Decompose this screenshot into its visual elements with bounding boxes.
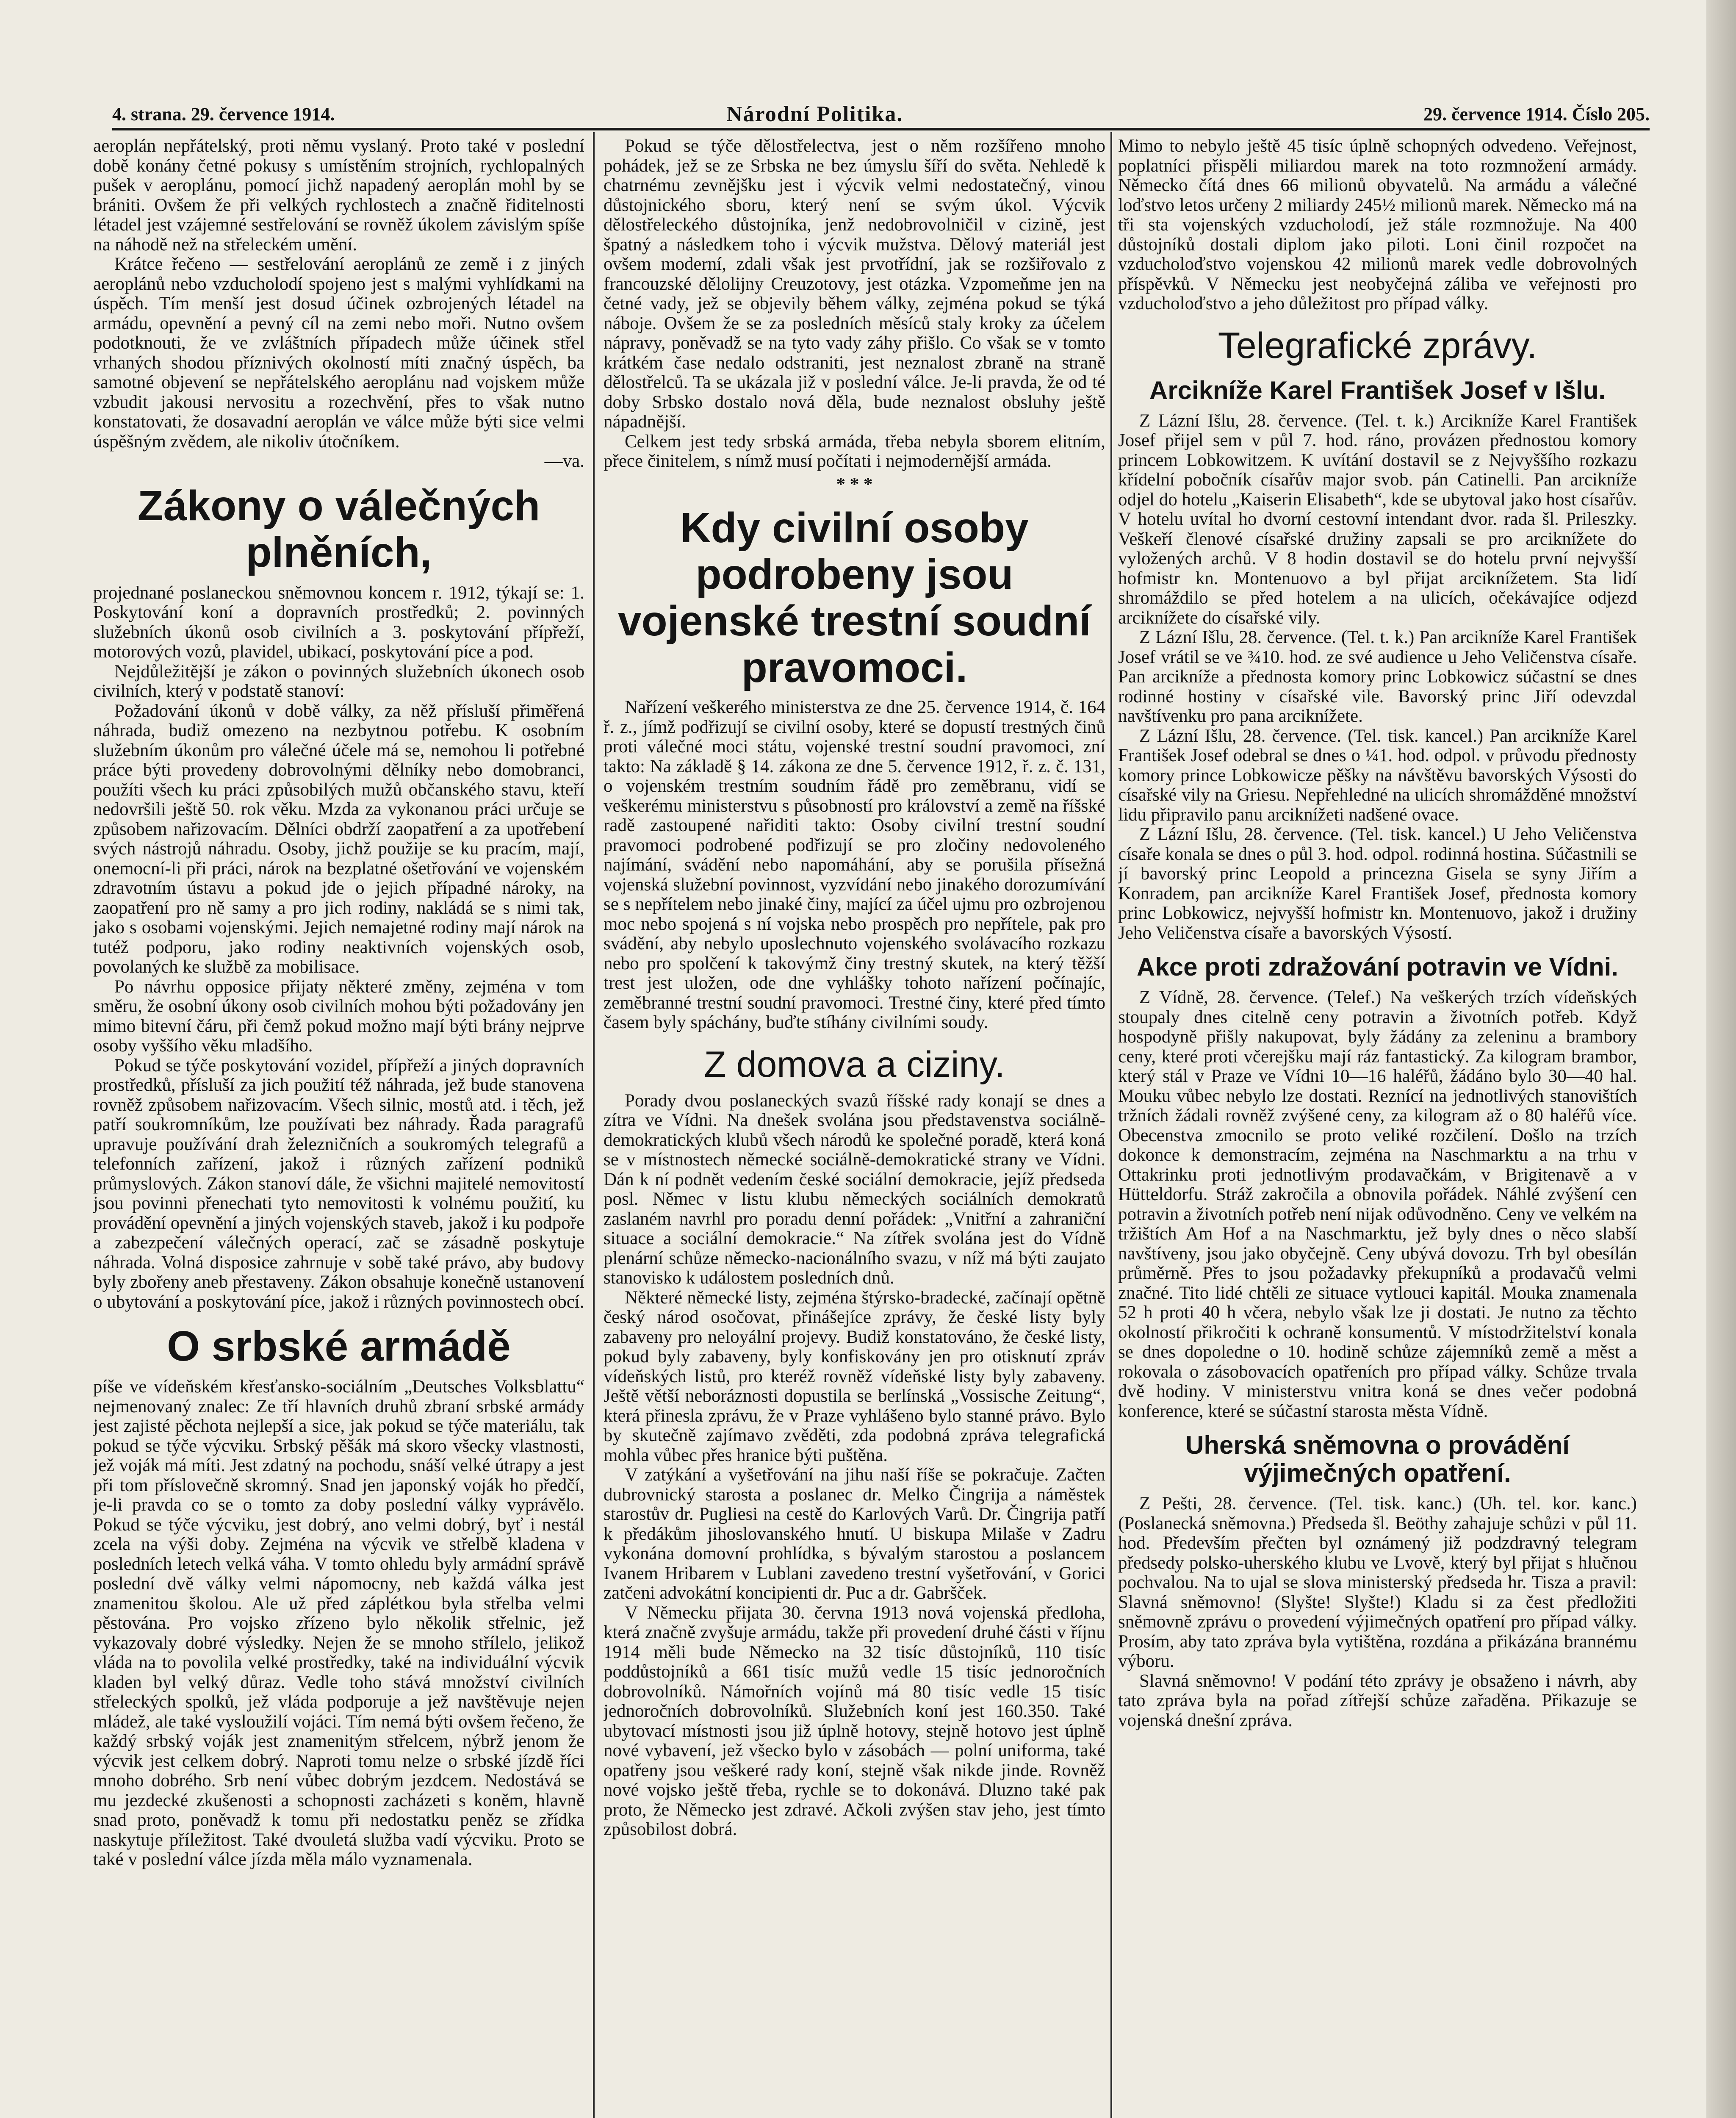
headline-civilni-osoby: Kdy civilní osoby podrobeny jsou vojenské trestní soudní pravomoci. [618, 504, 1091, 691]
author-signature: —va. [544, 451, 584, 471]
article-text: V zatýkání a vyšetřování na jihu naší říše se pokračuje. Začten dubrovnický starosta a poslanec dr. Melko Čingrija a náměstek starostův dr. Pugliesi na cestě do Karlových Varů. Dr. Čingrija patří k předákům jihoslovanského hnutí. U biskupa Milaše v Zadru vykonána domovní prohlídka, s bývalým starostou a poslancem Ivanem Hribarem v Lublani zavedeno trestní vyšetřování, v Gorici zatčeni advokátní koncipienti dr. Puc a dr. Gabršček. [604, 1465, 1105, 1603]
headline-srbske-armade: O srbské armádě [167, 1322, 511, 1370]
article-text: Pokud se týče dělostřelectva, jest o něm rozšířeno mnoho pohádek, jež se ze Srbska ne bez úmyslu šíří do světa. Nehledě k chatrnému zevnějšku jest i výcvik velmi nedostatečný, vinou důstojnického sboru, který není se svým úkol. Výcvik dělostřeleckého důstojníka, jenž nedobrovolničil v cizině, jest špatný a následkem toho i výcvik mužstva. Dělový materiál jest ovšem moderní, zdali však jest prvotřídní, jak se rozšiřovalo z francouzské dělolijny Creuzotovy, jest otázka. Vzpomeňme jen na četné vady, jež se objevily během války, zejména pokud se týká náboje. Ovšem že se za posledních měsíců staly kroky za účelem nápravy, poněvadž se na tyto vady záhy přišlo. Co však se v tomto krátkém čase nedalo odstraniti, jest neznalost zbraně na straně dělostřelců. Ta se ukázala již v poslední válce. Je-li pravda, že od té doby Srbsko dostalo nová děla, bude neznalost obsluhy ještě nápadnější. [604, 136, 1105, 432]
section-separator: * * * [836, 474, 873, 494]
column-divider [593, 132, 595, 2118]
column-divider [1110, 132, 1112, 2118]
article-text: Porady dvou poslaneckých svazů říšské rady konají se dnes a zítra ve Vídni. Na dnešek svolána jsou představenstva sociálně-demokratických klubů všech národů ke společné poradě, která koná se v místnostech německé sociálně-demokratické strany ve Vídni. Dán k ní podnět vedením české sociální demokracie, jejíž předseda posl. Němec v listu klubu německých sociálních demokratů zaslaném navrhl pro poradu denní pořádek: „Vnitřní a zahraniční situace a sociální demokracie.“ Na zítřek svolána jest do Vídně plenární schůze německo-nacionálního svazu, v níž má býti zaujato stanovisko k událostem posledních dnů. [604, 1090, 1105, 1288]
article-text: Celkem jest tedy srbská armáda, třeba nebyla sborem elitním, přece činitelem, s nímž musí počítati i nejmodernější armáda. [604, 431, 1105, 471]
headline-arcikníze: Arcikníže Karel František Josef v Išlu. [1149, 376, 1606, 405]
article-text: Krátce řečeno — sestřelování aeroplánů ze země i z jiných aeroplánů nebo vzducholodí spojeno jest s malými vyhlídkami na úspěch. Tím menší jest dosud účinek ozbrojených létadel na armádu, opevnění a pevný cíl na zemi nebo moři. Nutno ovšem podotknouti, že ve zvláštních případech může účinek střel vrhaných shodou příznivých okolností míti značný úspěch, ba samotné objevení se nepřátelského aeroplánu nad vojskem může vzbudit jakousi nervositu a rozechvění, přes to však nutno konstatovati, že dosavadní aeroplán ve válce může býti sice velmi úspěšným zvědem, ale nikoliv útočníkem. [93, 254, 584, 452]
article-text: Z Lázní Išlu, 28. července. (Tel. tisk. kancel.) Pan arcikníže Karel František Josef odebral se dnes o ¼1. hod. odpol. v průvodu přednosty komory prince Lobkowicze pěšky na návštěvu bavorských Výsosti do císařské vily na Griesu. Nepřehledné na ulicích shromážděné množství lidu připravilo panu arciknížeti nadšené ovace. [1118, 726, 1637, 825]
article-text: Z Lázní Išlu, 28. července. (Tel. t. k.) Arcikníže Karel František Josef přijel sem v půl 7. hod. ráno, provázen přednostou komory princem Lobkowitzem. K uvítání dostavil se z Nejvyššího rozkazu křídelní pobočník císařův major svob. pán Catinelli. Pan arcikníže odjel do hotelu „Kaiserin Elisabeth“, kde se ubytoval jako host císařův. V hotelu uvítal ho dvorní cestovní intendant dvor. rada šl. Prileszky. Veškeří členové císařské družiny zapsali se pro arciknížete do vyložených archů. V 8 hodin dostavil se do hotelu první nejvyšší hofmistr kn. Montenuovo a byl přijat arciknížetem. Sta lidí shromáždilo se před hotelem a na ulicích, očekávajíce odjezd arciknížete do císařské vily. [1118, 410, 1637, 628]
article-text: Z Vídně, 28. července. (Telef.) Na veškerých trzích vídeňských stoupaly dnes citelně ceny potravin a životních potřeb. Když hospodyně přišly nakupovat, byly žádány za zeleninu a brambory ceny, které proti včerejšku mají ráz fantastický. Za kilogram brambor, který stál v Praze ve Vídni 10—16 haléřů, žádáno bylo 30—40 hal. Mouku vůbec nebylo lze dostati. Reznící na jednotlivých stanovištích tržních žádali rovněž zvýšené ceny, za kilogram až o 80 haléřů více. Obecenstva zmocnilo se proto veliké rozčilení. Došlo na trzích dokonce k demonstracím, zejména na Naschmarktu a na trhu v Ottakrinku proti jednotlivým prodavačkám, v Brigitenavě a v Hütteldorfu. Stráž zakročila a obnovila pořádek. Náhlé zvýšení cen potravin a životních potřeb není nijak odůvodněno. Ceny ve velkém na tržištích Am Hof a na Naschmarktu, jež byly dnes o něco slabší navštíveny, jsou jako obyčejně. Ceny ubývá dovozu. Trh byl obesílán průměrně. Přes to jsou požadavky překupníků a prodavačů velmi značné. Tito lidé chtěli ze situace vytlouci kapitál. Mouka znamenala 52 h proti 40 h včera, nebylo však lze ji dostati. Je nutno za těchto okolností přikročiti k ochraně konsumentů. V místodržitelství konala se dnes dopoledne o 10. hodině schůze zájemníků země a měst a rokovala o zásobovacích opatřeních pro případ války. Schůze trvala dvě hodiny. V ministerstvu vnitra koná se dnes večer podobná konference, které se súčastní starosta města Vídně. [1118, 987, 1637, 1421]
section-heading-z-domova: Z domova a ciziny. [704, 1044, 1005, 1085]
newspaper-title: Národní Politika. [726, 102, 903, 126]
header-left-date: 4. strana. 29. července 1914. [112, 104, 335, 125]
article-text: Z Lázní Išlu, 28. července. (Tel. tisk. kancel.) U Jeho Veličenstva císaře konala se dnes o půl 3. hod. odpol. rodinná hostina. Súčastnili se jí bavorský princ Leopold a princezna Gisela se syny Jiřím a Konradem, pan arcikníže Karel František Josef, přednosta komory princ Lobkowicz, nejvyšší hofmistr kn. Montenuovo, jakož i družiny Jeho Veličenstva císaře a bavorských Výsostí. [1118, 824, 1637, 943]
article-text: Mimo to nebylo ještě 45 tisíc úplně schopných odvedeno. Veřejnost, poplatníci přispěli miliardou marek na toto rozmnožení armády. Německo čítá dnes 66 milionů obyvatelů. Na armádu a válečné loďstvo letos určeny 2 miliardy 245½ milionů marek. Německo má na tři sta vojenských vzducholodí, jež stále rozmnožuje. Na 400 důstojníků dostali diplom jako piloti. Loni činil rozpočet na vzducholoďstvo vojenskou 42 milionů marek vedle dobrovolných příspěvků. V Německu jest neobyčejná záliba ve veřejnosti pro vzducholoďstvo a jeho důležitost pro případ války. [1118, 136, 1637, 313]
page-edge [1706, 0, 1736, 2118]
article-text: aeroplán nepřátelský, proti němu vyslaný. Proto také v poslední době konány četné pokusy s umístěním strojních, rychlopalných pušek v aeroplánu, pomocí jichž napadený aeroplán mohl by se brániti. Ovšem že při velkých rychlostech a značně řiditelnosti létadel jest vzájemné sestřelování se rovněž úkolem závislým spíše na náhodě než na střeleckém umění. [93, 136, 584, 255]
headline-zakony: Zákony o válečných plněních, [137, 482, 540, 576]
article-text: Některé německé listy, zejména štýrsko-bradecké, začínají opětně český národ osočovat, přinášejíce zprávy, že české listy byly zabaveny pro neloyální projevy. Budiž konstatováno, že české listy, pokud byly zabaveny, byly konfiskovány jen pro otisknutí zpráv vídeňských listů, pro kteréž rovněž vídeňské listy byly zabaveny. Ještě větší neboráznosti dopustila se berlínská „Vossische Zeitung“, která přinesla zprávu, že v Praze vyhlášeno bylo stanné právo. Bylo by skutečně zajímavo zvěděti, zda podobná zpráva telegrafická mohla vůbec přes hranice býti puštěna. [604, 1287, 1105, 1465]
article-text: Slavná sněmovno! V podání této zprávy je obsaženo i návrh, aby tato zpráva byla na pořad zítřejší schůze zařaděna. Přikazuje se vojenská dnešní zpráva. [1118, 1671, 1637, 1730]
header-right-issue: 29. července 1914. Číslo 205. [1423, 104, 1650, 125]
headline-uherska-snemovna: Uherská sněmovna o provádění výjimečných opatření. [1185, 1431, 1570, 1487]
article-text: projednané poslaneckou sněmovnou koncem r. 1912, týkají se: 1. Poskytování koní a dopravních prostředků; 2. povinných služebních úkonů osob civilních a 3. poskytování přípřeží, motorových vozů, plavidel, ubikací, poskytování píce a pod. [93, 582, 584, 662]
article-text: Nejdůležitější je zákon o povinných služebních úkonech osob civilních, který v podstatě stanoví: [93, 661, 584, 701]
article-text: Z Pešti, 28. července. (Tel. tisk. kanc.) (Uh. tel. kor. kanc.) (Poslanecká sněmovna.) Předseda šl. Beöthy zahajuje schůzi v půl 11. hod. Především přečten byl oznámený již podzdravný telegram předsedy polsko-uherského klubu ve Lvově, který byl přijat s hlučnou pochvalou. Na to ujal se slova ministerský předseda hr. Tisza a pravil: Slavná sněmovno! (Slyšte! Slyšte!) Kladu si za čest předložiti sněmovně zprávu o provedení výjimečných opatření pro případ války. Prosím, aby tato zpráva byla vytištěna, rozdána a přikázána brannému výboru. [1118, 1494, 1637, 1671]
column-2 [604, 136, 1105, 2118]
article-text: Po návrhu opposice přijaty některé změny, zejména v tom směru, že osobní úkony osob civilních mohou býti požadovány jen mimo bitevní čáru, při čemž pokud možno mají býti brány nejprve osoby vyššího věku mladšího. [93, 976, 584, 1056]
section-heading-telegraficke: Telegrafické zprávy. [1218, 325, 1537, 366]
article-text: Požadování úkonů v době války, za něž přísluší přiměřená náhrada, budiž omezeno na nezbytnou potřebu. K osobním služebním úkonům pro válečné účele má se, nemohou li potřebné práce býti provedeny dobrovolnými dělníky nebo domobranci, použíti všech ku práci způsobilých mužů občanského stavu, kteří nedovršili ještě 50. rok věku. Mzda za vykonanou práci určuje se způsobem nařizovacím. Dělníci obdrží zaopatření a za upotřebení svých nástrojů náhradu. Osoby, jichž použije se ku pracím, mají, onemocní-li při práci, nárok na bezplatné ošetřování ve vojenském zdravotním ústavu a pokud jde o jejich případné nároky, na zaopatření pro ně samy a pro jich rodiny, nakládá se s nimi tak, jako s osobami vojenskými. Jejich nemajetné rodiny mají nárok na tutéž podporu, jako rodiny neaktivních vojenských osob, povolaných ke službě za mobilisace. [93, 701, 584, 977]
article-text: Pokud se týče poskytování vozidel, přípřeží a jiných dopravních prostředků, přísluší za jich použití též náhrada, jež bude stanovena rovněž způsobem nařizovacím. Všech silnic, mostů atd. i těch, jež patří soukromníkům, lze používati bez náhrady. Řada paragrafů upravuje používání drah železničních a soukromých telegrafů a telefonních zařízení, jakož i různých zařízení podniků průmyslových. Zákon stanoví dále, že všichni majitelé nemovitostí jsou povinni přenechati tyto nemovitosti k volnému použití, ku provádění opevnění a jiných vojenských staveb, jakož i ku podpoře a zabezpečení válečných operací, zač se zásadně poskytuje náhrada. Volná disposice zahrnuje v sobě také právo, aby budovy byly zbořeny aneb přestaveny. Zákon obsahuje konečně ustanovení o ubytování a poskytování píce, jakož i různých povinnostech obcí. [93, 1055, 584, 1312]
article-text: Nařízení veškerého ministerstva ze dne 25. července 1914, č. 164 ř. z., jímž podřizují se civilní osoby, které se dopustí trestných činů proti válečné moci státu, vojenské trestní soudní pravomoci, zní takto: Na základě § 14. zákona ze dne 5. července 1912, ř. z. č. 131, o vojenském trestním soudním řádě pro zeměbranu, vidí se veškerému ministerstvu s působností pro království a země na říšské radě zastoupené nařiditi takto: Osoby civilní trestní soudní pravomoci podrobené podřizují se pro zločiny nedovoleného najímání, svádění nebo napomáhání, aby se porušila přísežná vojenská služební povinnost, vyzvídání nebo jinakého dorozumívání se s nepřítelem nebo jinaké činy, mající za účel ujmu pro ozbrojenou moc nebo spojená s ní vojska nebo prospěch pro nepřítele, pak pro svádění, aby nebylo uposlechnuto vojenského svolávacího rozkazu nebo pro spolčení k takovýmž činy trestný skutek, na který těžší trest jest uložen, ode dne vyhlášky tohoto nařízení počínajíc, zeměbranné trestní soudní pravomoci. Trestné činy, které před tímto časem byly spáchány, buďte stíhány civilními soudy. [604, 697, 1105, 1032]
page-header [112, 98, 1650, 130]
article-text: píše ve vídeňském křesťansko-sociálním „Deutsches Volksblattu“ nejmenovaný znalec: Ze tří hlavních druhů zbraní srbské armády jest zajisté pěchota nejlepší a sice, jak pokud se týče materiálu, tak pokud se týče výcviku. Srbský pěšák má skoro všecky vlastnosti, jež voják má míti. Jest zdatný na pochodu, snáší velké útrapy a jest při tom příslovečně skromný. Snad jen japonský voják ho předčí, je-li pravda co se o tomto za doby poslední války vyprávělo. Pokud se týče výcviku, jest dobrý, ano velmi dobrý, byť i nestál zcela na výši doby. Zejména na výcvik ve střelbě kladena v posledních letech velká váha. V tomto ohledu byly armádní správě poslední dvě války velmi nápomocny, neb každá válka jest znamenitou školou. Ale už před záplétkou byla střelba velmi pěstována. Pro vojsko zřízeno bylo několik střelnic, jež vykazovaly dobré výsledky. Nejen že se mnoho střílelo, jelikož vláda na to povolila velké prostředky, také na individuální výcvik kladen byl velký důraz. Vedle toho stává množství civilních střeleckých spolků, jež vláda podporuje a jež navštěvuje nejen mládež, ale také vysloužilí vojáci. Tím nemá býti ovšem řečeno, že každý srbský voják jest znamenitým střelcem, nýbrž jenom že výcvik jest celkem dobrý. Naproti tomu nelze o srbské jízdě říci mnoho dobrého. Srb není vůbec dobrým jezdcem. Nedostává se mu jezdecké zkušenosti a schopnosti zacházeti s koněm, hlavně snad proto, poněvadž k tomu při nedostatku peněz se zřídka naskytuje příležitost. Také dvouletá služba vadí výcviku. Proto se také v poslední válce jízda měla málo vyznamenala. [93, 1377, 584, 1869]
article-text: Z Lázní Išlu, 28. července. (Tel. t. k.) Pan arcikníže Karel František Josef vrátil se ve ¾10. hod. ze své audience u Jeho Veličenstva císaře. Pan arcikníže a přednosta komory princ Lobkowicz súčastní se dnes rodinné hostiny v císařské vile. Bavorský princ Jiří odevzdal navštívenku pro pana arciknížete. [1118, 627, 1637, 726]
article-text: V Německu přijata 30. června 1913 nová vojenská předloha, která značně zvyšuje armádu, takže při provedení druhé části v říjnu 1914 měli bude Německo na 32 tisíc důstojníků, 110 tisíc poddůstojníků a 661 tisíc mužů vedle 15 tisíc jednoročních dobrovolníků. Námořních vojínů má 80 tisíc vedle 15 tisíc jednoročních dobrovolníků. Služebních koní jest 160.350. Také ubytovací místnosti jsou již úplně hotovy, stejně hotovo jest úplně nové vybavení, jež všecko bylo v zásobách — polní uniforma, také opatřeny jsou veškeré rady koní, stejně však nikde jinde. Rovněž nové vojsko ještě třeba, rychle se to dokonává. Dluzno také pak proto, že Německo jest zdravé. Ačkoli zvýšen stav jeho, jest tímto způsobilost dobrá. [604, 1602, 1105, 1839]
column-3 [1118, 136, 1637, 2118]
headline-akce-proti-zdrazovani: Akce proti zdražování potravin ve Vídni. [1137, 953, 1618, 981]
column-1 [93, 136, 584, 2118]
